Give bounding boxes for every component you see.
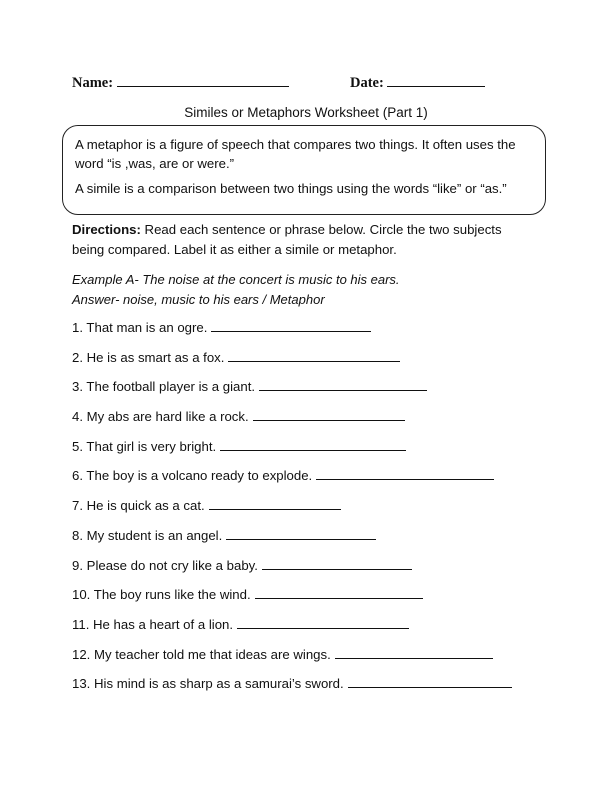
name-blank[interactable] [117,72,289,87]
question-list [72,318,542,704]
answer-blank[interactable] [262,556,412,570]
question-item [72,645,542,675]
date-label: Date: [350,75,384,91]
directions [72,220,532,260]
simile-definition: A simile is a comparison between two things using the words “like” or “as.” [75,181,507,196]
question-item [72,466,542,496]
question-text: 8. My student is an angel. [72,527,223,543]
question-item [72,348,542,378]
date-blank[interactable] [387,72,485,87]
question-item [72,674,542,704]
question-item [72,318,542,348]
answer-blank[interactable] [316,466,494,480]
worksheet-title: Similes or Metaphors Worksheet (Part 1) [184,105,428,120]
question-text: 5. That girl is very bright. [72,438,217,454]
example-answer: Answer- noise, music to his ears / Metaphor [72,292,325,307]
question-text: 4. My abs are hard like a rock. [72,409,249,425]
question-text: 3. The football player is a giant. [72,379,256,395]
directions-label: Directions: [72,222,141,237]
answer-blank[interactable] [259,377,427,391]
answer-blank[interactable] [253,407,405,421]
question-item [72,496,542,526]
answer-blank[interactable] [348,674,512,688]
date-field [350,72,485,92]
answer-blank[interactable] [237,615,409,629]
question-text: 2. He is as smart as a fox. [72,349,225,365]
metaphor-definition: A metaphor is a figure of speech that compares two things. It often uses the word “is ,was, are or were.” [75,137,516,171]
example-block [72,270,532,310]
question-text: 7. He is quick as a cat. [72,498,205,514]
answer-blank[interactable] [335,645,493,659]
question-text: 12. My teacher told me that ideas are wings. [72,646,331,662]
question-item [72,377,542,407]
example-sentence: Example A- The noise at the concert is music to his ears. [72,272,400,287]
question-item [72,526,542,556]
name-field [72,72,289,92]
question-item [72,437,542,467]
question-text: 6. The boy is a volcano ready to explode. [72,468,313,484]
question-item [72,407,542,437]
answer-blank[interactable] [228,348,400,362]
answer-blank[interactable] [220,437,406,451]
answer-blank[interactable] [226,526,376,540]
answer-blank[interactable] [209,496,341,510]
answer-blank[interactable] [255,585,423,599]
directions-text: Read each sentence or phrase below. Circle the two subjects being compared. Label it as either a simile or metaphor. [72,222,502,257]
name-label: Name: [72,75,114,91]
question-text: 10. The boy runs like the wind. [72,587,251,603]
question-text: 11. He has a heart of a lion. [72,616,234,632]
question-item [72,615,542,645]
question-item [72,556,542,586]
answer-blank[interactable] [211,318,371,332]
question-text: 13. His mind is as sharp as a samurai’s sword. [72,676,344,692]
definition-box [62,125,546,215]
question-text: 9. Please do not cry like a baby. [72,557,258,573]
question-text: 1. That man is an ogre. [72,320,208,335]
question-item [72,585,542,615]
